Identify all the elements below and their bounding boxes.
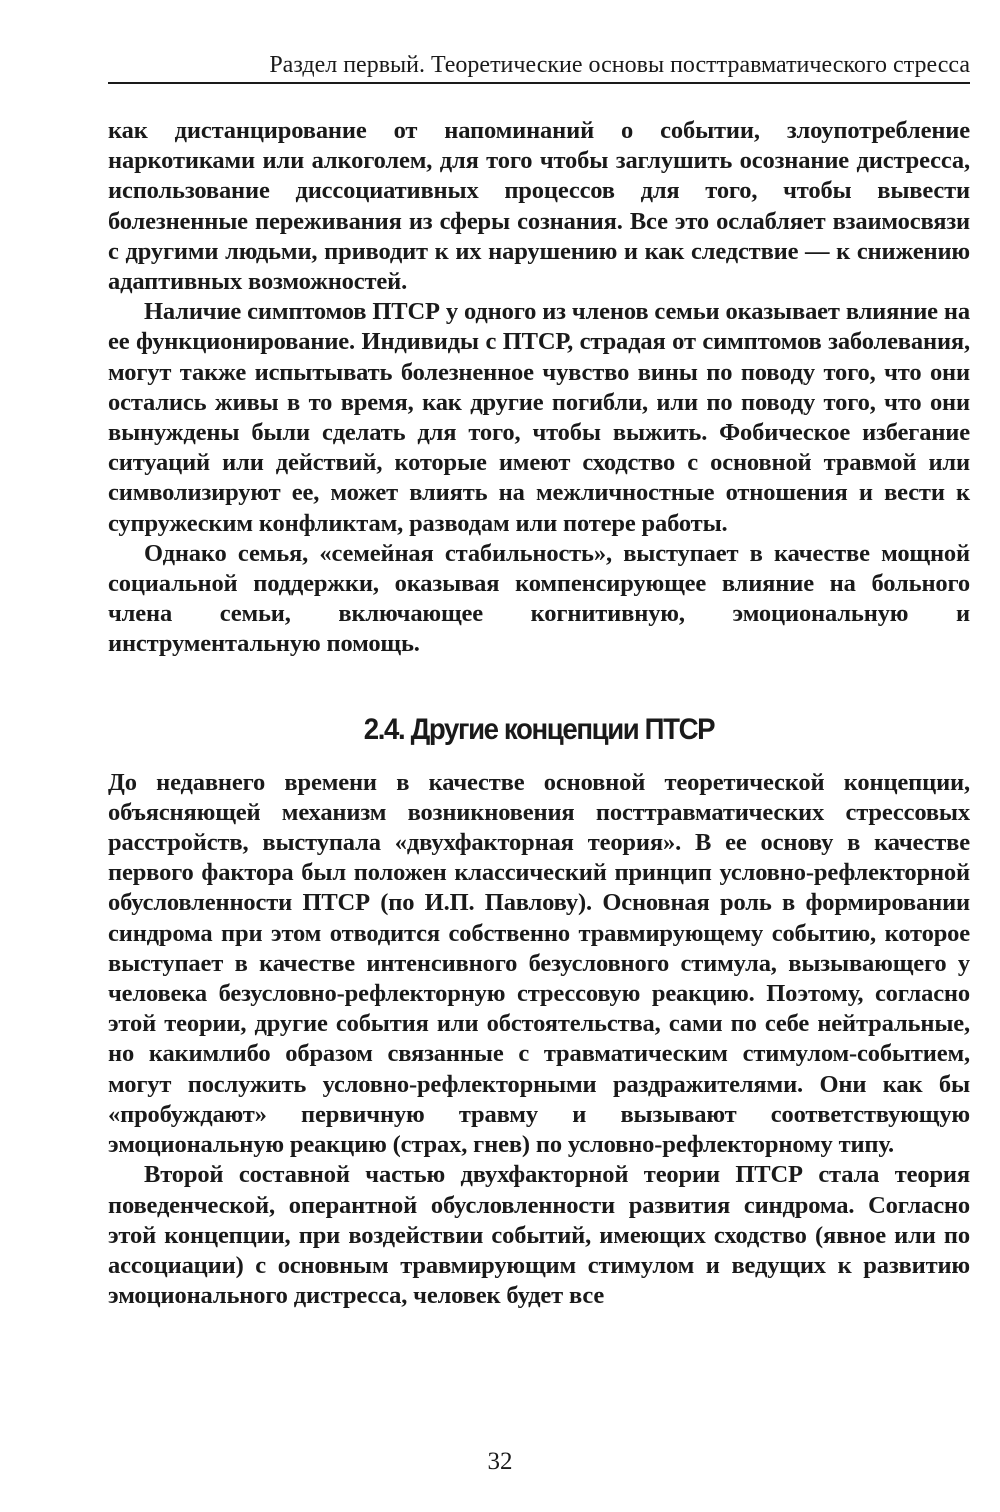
paragraph-family-support: Однако семья, «семейная стабильность», выступает в качестве мощной социальной поддержки, оказывая компенсирующее влияние на больного члена семьи, включающее когнитивную, эмоциональную и инструментальную помощь. — [108, 539, 970, 658]
paragraph-family-symptoms: Наличие симптомов ПТСР у одного из членов семьи оказывает влияние на ее функционирование. Индивиды с ПТСР, страдая от симптомов заболевания, могут также испытывать болезненное чувство вины по поводу того, что они остались живы в то время, как другие погибли, или по поводу того, что они вынуждены были сделать для того, чтобы выжить. Фобическое избегание ситуаций или действий, которые имеют сходство с основной травмой или символизируют ее, может влиять на межличностные отношения и вести к супружеским конфликтам, разводам или потере работы. — [108, 298, 970, 537]
paragraph-operant-conditioning: Второй составной частью двухфакторной теории ПТСР стала теория поведенческой, оперантной обусловленности развития синдрома. Согласно этой концепции, при воздействии событий, имеющих сходство (явное или по ассоциации) с основным травмирующим стимулом и ведущих к развитию эмоционального дистресса, человек будет все — [108, 1161, 970, 1310]
page-number: 32 — [487, 1448, 513, 1475]
paragraph-two-factor-theory: До недавнего времени в качестве основной теоретической концепции, объясняющей механизм возникновения посттравматических стрессовых расстройств, выступала «двухфакторная теория». В ее основу в качестве первого фактора был положен классический принцип условно-рефлекторной обусловленности ПТСР (по И.П. Павлову). Основная роль в формировании синдрома при этом отводится собственно травмирующему событию, которое выступает в качестве интенсивного безусловного стимула, вызывающего у человека безусловно-рефлекторную стрессовую реакцию. Поэтому, согласно этой теории, другие события или обстоятельства, сами по себе нейтральные, но какимлибо образом связанные с травматическим стимулом-событием, могут послужить условно-рефлекторными раздражителями. Они как бы «пробуждают» первичную травму и вызывают соответствующую эмоциональную реакцию (страх, гнев) по условно-рефлекторному типу. — [108, 768, 970, 1159]
page-body — [108, 116, 970, 1311]
section-heading: 2.4. Другие концепции ПТСР — [363, 712, 715, 746]
paragraph-continuation: как дистанцирование от напоминаний о событии, злоупотребление наркотиками или алкоголем, для того чтобы заглушить осознание дистресса, использование диссоциативных процессов для того, чтобы вывести болезненные переживания из сферы сознания. Все это ослабляет взаимосвязи с другими людьми, приводит к их нарушению и как следствие — к снижению адаптивных возможностей. — [108, 117, 970, 296]
running-header: Раздел первый. Теоретические основы посттравматического стресса — [108, 48, 970, 84]
